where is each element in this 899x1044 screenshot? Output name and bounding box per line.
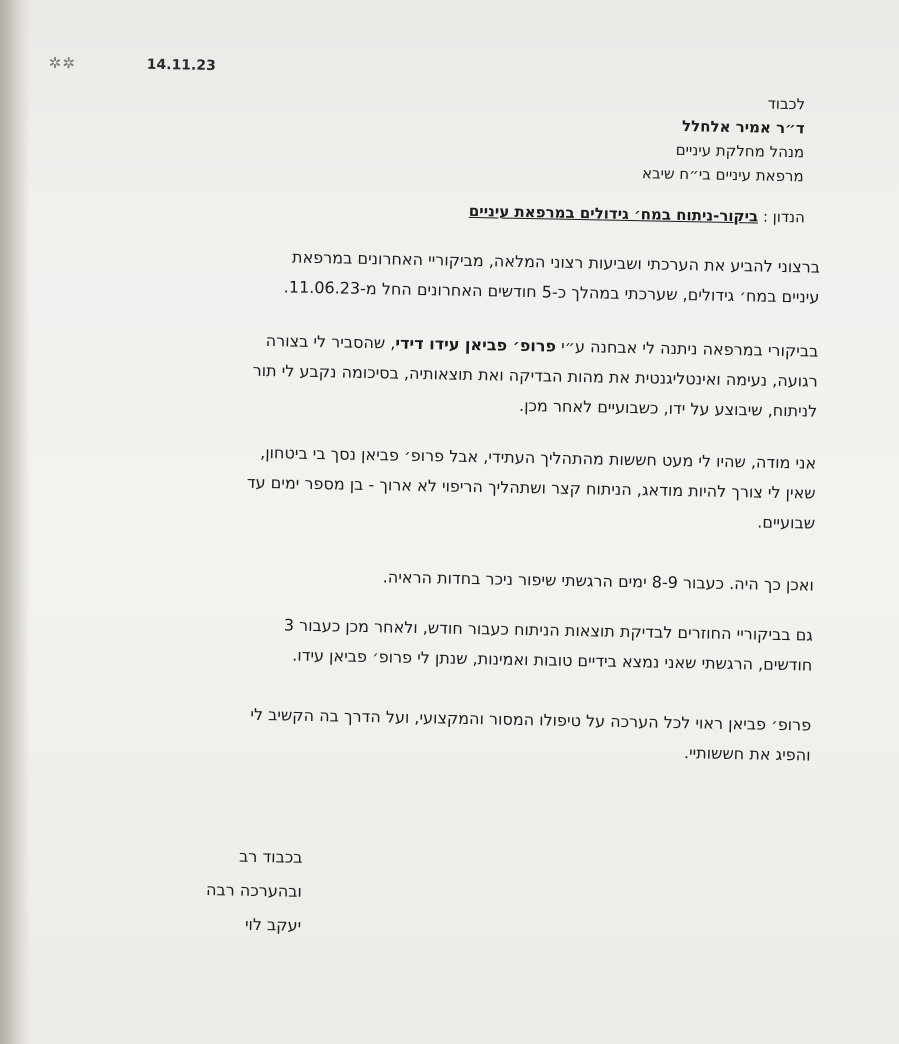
paragraph-text: , שהסביר לי בצורה	[265, 331, 396, 353]
letter-date: 14.11.23	[146, 56, 216, 75]
closing-line: ובהערכה רבה	[205, 880, 303, 901]
paragraph-line: גם בביקוריי החוזרים לבדיקת תוצאות הניתוח כעבור חודש, ולאחר מכן כעבור 3	[283, 615, 814, 645]
signer-name: יעקב לוי	[244, 914, 302, 935]
paragraph-line: ברצוני להביע את הערכתי ושביעות רצוני המלאה, מביקוריי האחרונים במרפאת	[291, 247, 821, 277]
paragraph-line: שבועיים.	[757, 512, 816, 533]
recipient-block	[344, 84, 806, 189]
paragraph-line: לניתוח, שיבוצע על ידו, כשבועיים לאחר מכן.	[518, 395, 818, 421]
subject-label: הנדון :	[762, 207, 806, 227]
paragraph-5	[162, 608, 813, 680]
recipient-institution: מרפאת עיניים בי״ח שיבא	[641, 164, 804, 186]
paragraph-line: אני מודה, שהיו לי מעט חששות מהתהליך העתידי, אבל פרופ׳ פביאן נסך בי ביטחון,	[260, 442, 817, 473]
paragraph-6	[160, 698, 811, 770]
stamp-mark: ✲✲	[48, 53, 77, 73]
recipient-salutation: לכבוד	[767, 94, 806, 114]
paragraph-line: ואכן כך היה. כעבור 8-9 ימים הרגשתי שיפור ניכר בחדות הראיה.	[382, 567, 815, 595]
paragraph-4	[164, 558, 814, 600]
recipient-title: מנהל מחלקת עיניים	[675, 140, 805, 162]
doctor-name: פרופ׳ פביאן עידו דידי	[395, 333, 557, 356]
paragraph-line: שאין לי צורך להיות מודאג, הניתוח קצר ושתהליך הריפוי לא ארוך - בן מספר ימים עד	[246, 472, 816, 503]
letter-page	[30, 0, 899, 1044]
paragraph-line: והפיג את חששותיי.	[683, 743, 811, 765]
paragraph-line: חודשים, הרגשתי שאני נמצא בידיים טובות ואמינות, שנתן לי פרופ׳ פביאן עידו.	[292, 645, 813, 675]
paragraph-line: עיניים במח׳ גידולים, שערכתי במהלך כ-5 חודשים האחרונים החל מ-11.06.23.	[283, 277, 820, 307]
paragraph-3	[165, 436, 817, 538]
signature-block	[101, 837, 303, 943]
paragraph-2	[167, 324, 819, 426]
paragraph-1	[169, 240, 820, 312]
paragraph-line: רגועה, נעימה ואינטליגנטית את מהות הבדיקה ואת תוצאותיה, בסיכומה נקבע לי תור	[252, 360, 818, 391]
subject-line	[469, 202, 805, 226]
paragraph-line: פרופ׳ פביאן ראוי לכל הערכה על טיפולו המסור והמקצועי, ועל הדרך בה הקשיב לי	[250, 704, 812, 735]
paragraph-text: בביקורי במרפאה ניתנה לי אבחנה ע״י	[560, 336, 819, 361]
paper-edge-shadow	[0, 0, 30, 1044]
subject-text: ביקור-ניתוח במח׳ גידולים במרפאת עיניים	[468, 201, 759, 226]
closing-line: בכבוד רב	[238, 846, 303, 867]
recipient-name: ד״ר אמיר אלחלל	[681, 117, 805, 138]
